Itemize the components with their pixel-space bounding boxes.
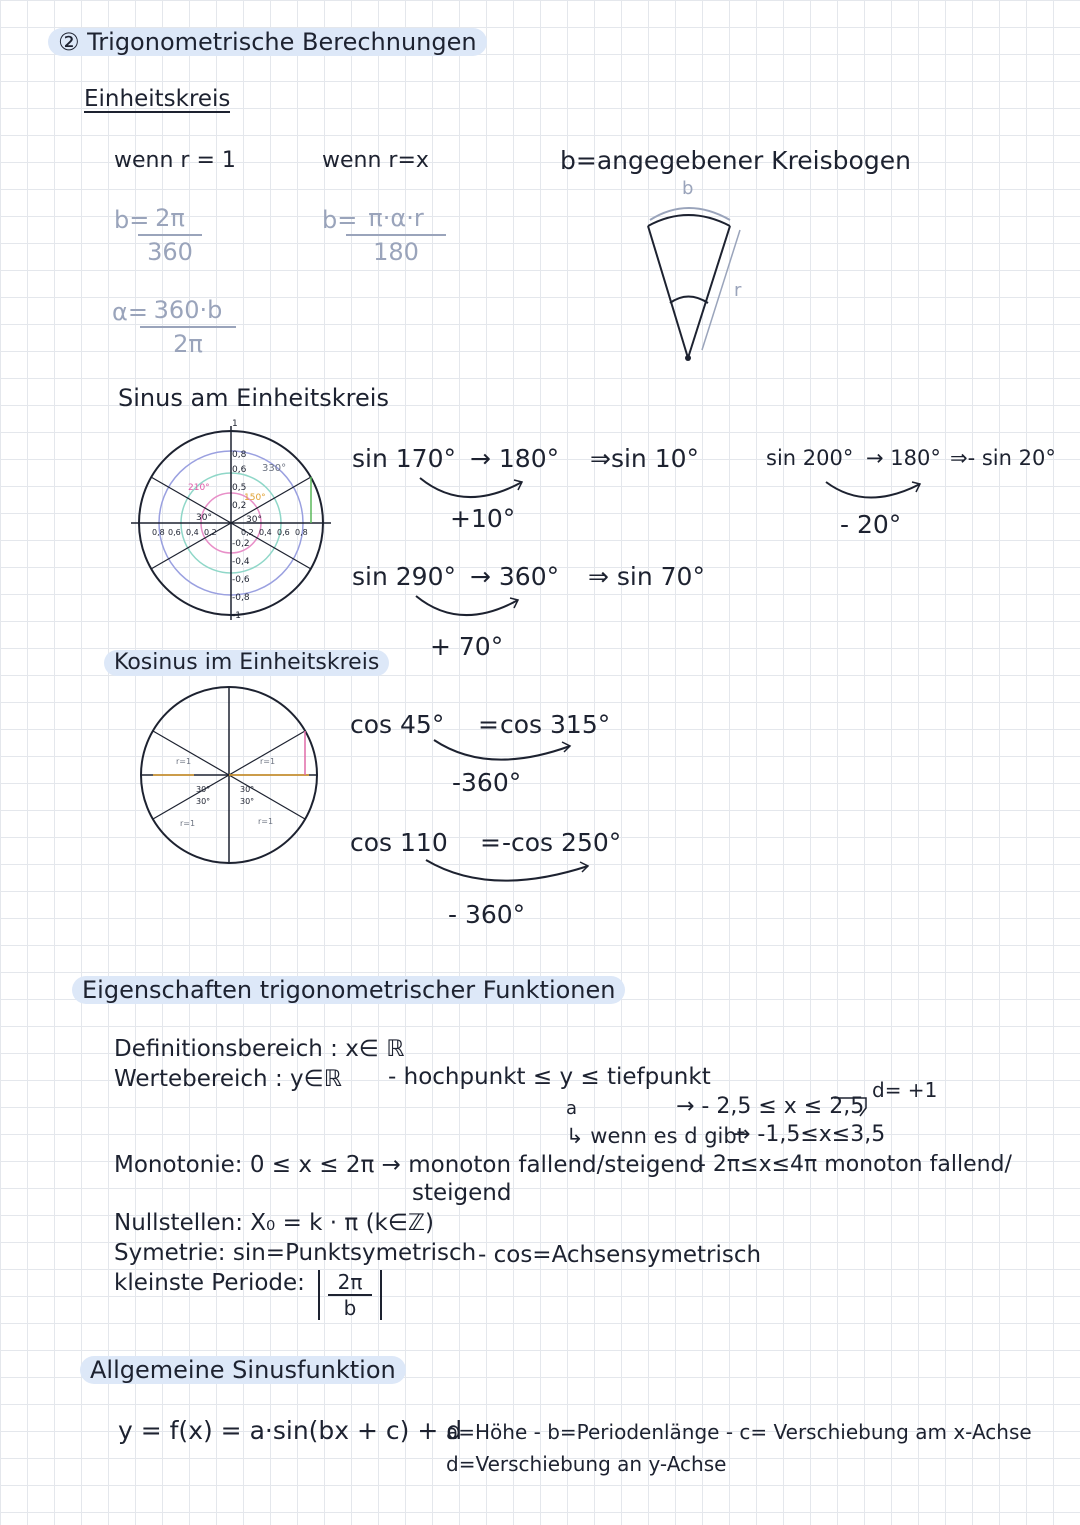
alpha-fraction-den: 2π (173, 330, 203, 358)
cos-ex2-eq: = (480, 828, 501, 857)
einheitskreis-heading: Einheitskreis (84, 86, 231, 112)
cos-ex1-eq: = (478, 710, 499, 739)
cos-ex2-right: -cos 250° (502, 828, 622, 857)
sinus-circle-angle-150: 150° (244, 493, 266, 503)
symmetrie-cos: - cos=Achsensymetrisch (478, 1242, 762, 1268)
b-fraction-rx-den: 180 (373, 238, 419, 266)
alpha-eq-prefix: α= (112, 298, 148, 326)
section-title: ② Trigonometrische Berechnungen (48, 28, 487, 56)
arc-b-label: b (682, 178, 694, 199)
kos-circle-label-3: 30° (196, 797, 211, 806)
sinus-circle-x-label-7: 0,6 (277, 528, 290, 537)
wertebereich-d-note: ↳ wenn es d gibt (566, 1124, 745, 1148)
wertebereich-a: a (566, 1098, 578, 1119)
wertebereich-d: d= +1 (872, 1078, 938, 1102)
kos-circle-label-6: r=1 (260, 757, 276, 766)
sinus-circle-x-label-5: 0,2 (241, 528, 254, 537)
b-fraction-rx-num: π·α·r (346, 204, 446, 236)
sin-ex1-left: sin 170° (352, 444, 456, 473)
sin-ex1-result: ⇒sin 10° (590, 444, 700, 473)
kosinus-unit-circle (134, 680, 324, 870)
monotonie-extra: - 2π≤x≤4π monoton fallend/ (698, 1152, 1012, 1177)
b-eq-prefix-r1: b= (114, 206, 150, 234)
sin-ex3-under: - 20° (840, 510, 902, 539)
sinus-circle-label-bot-02: -0,2 (232, 539, 250, 549)
sinus-circle-x-label-3: 0,4 (186, 528, 199, 537)
sinus-circle-angle-30a: 30° (196, 513, 212, 523)
sin-ex2-arrow: → 360° (470, 562, 560, 591)
allgemein-heading: Allgemeine Sinusfunktion (80, 1356, 406, 1384)
case-rx-label: wenn r=x (322, 148, 429, 173)
cos-ex1-under: -360° (452, 768, 522, 797)
sinus-circle-x-label-1: 0,8 (152, 528, 165, 537)
sinus-circle-label-top-02: 0,2 (232, 501, 247, 511)
arc-definition: b=angegebener Kreisbogen (560, 146, 911, 175)
periode-den: b (343, 1296, 357, 1320)
b-fraction-r1-num: 2π (138, 204, 202, 236)
wertebereich: Wertebereich : y∈ℝ (114, 1066, 342, 1092)
b-fraction-rx (346, 204, 446, 266)
allgemein-legend-2: d=Verschiebung an y-Achse (446, 1452, 727, 1476)
sinus-circle-label-bot-04: -0,4 (232, 557, 250, 567)
sinus-circle-x-label-4: 0,2 (204, 528, 217, 537)
cos-ex2-under: - 360° (448, 900, 526, 929)
arc-r-label: r (734, 280, 742, 301)
sinus-circle-angle-330: 330° (262, 463, 287, 474)
sinus-circle-x-label-2: 0,6 (168, 528, 181, 537)
sinus-circle-label-top-1: 1 (232, 419, 238, 429)
arc-sector-drawing (630, 178, 770, 368)
sinus-heading: Sinus am Einheitskreis (118, 384, 389, 412)
b-fraction-r1 (138, 204, 202, 266)
sinus-circle-label-top-08: 0,8 (232, 450, 247, 460)
kos-circle-label-5: 30° (240, 797, 255, 806)
cos-ex1-right: cos 315° (500, 710, 611, 739)
sinus-unit-circle (126, 418, 336, 628)
wertebereich-example-1: → - 2,5 ≤ x ≤ 2,5 (676, 1094, 865, 1119)
alpha-fraction (140, 296, 236, 358)
sin-ex1-arrow: → 180° (470, 444, 560, 473)
monotonie-cont: steigend (412, 1180, 512, 1206)
sin-ex3-left: sin 200° (766, 446, 854, 470)
sinus-circle-angle-30b: 30° (246, 515, 262, 525)
kos-circle-label-1: r=1 (176, 757, 192, 766)
b-fraction-r1-den: 360 (147, 238, 193, 266)
kos-circle-label-7: r=1 (180, 819, 196, 828)
case-r1-label: wenn r = 1 (114, 148, 236, 173)
allgemein-legend-1: a=Höhe - b=Periodenlänge - c= Verschiebung am x-Achse (446, 1420, 1032, 1444)
sinus-circle-label-bot-1: -1 (232, 611, 241, 621)
sinus-circle-label-bot-08: -0,8 (232, 593, 250, 603)
wertebereich-extra: - hochpunkt ≤ y ≤ tiefpunkt (388, 1064, 711, 1090)
periode-label: kleinste Periode: (114, 1270, 305, 1296)
periode-fraction (318, 1270, 382, 1320)
nullstellen: Nullstellen: X₀ = k · π (k∈ℤ) (114, 1210, 434, 1236)
monotonie: Monotonie: 0 ≤ x ≤ 2π → monoton fallend/steigend (114, 1152, 704, 1178)
cos-ex2-left: cos 110 (350, 828, 448, 857)
definitionsbereich: Definitionsbereich : x∈ ℝ (114, 1036, 405, 1062)
sin-ex2-under: + 70° (430, 632, 504, 661)
eigenschaften-heading: Eigenschaften trigonometrischer Funktionen (72, 976, 625, 1004)
wertebereich-example-2: → -1,5≤x≤3,5 (732, 1122, 886, 1147)
sin-ex3-curve (820, 478, 930, 514)
sinus-circle-label-top-06: 0,6 (232, 465, 247, 475)
symmetrie: Symetrie: sin=Punktsymetrisch (114, 1240, 477, 1266)
kos-circle-label-8: r=1 (258, 817, 274, 826)
kos-circle-label-2: 30° (196, 785, 211, 794)
allgemein-formula: y = f(x) = a·sin(bx + c) + d (118, 1416, 463, 1445)
periode-num: 2π (328, 1270, 372, 1296)
sin-ex3-arrow: → 180° (866, 446, 941, 470)
cos-ex1-left: cos 45° (350, 710, 445, 739)
sinus-circle-angle-210: 210° (188, 483, 210, 493)
sinus-circle-label-top-05: 0,5 (232, 483, 247, 493)
kos-circle-label-4: 30° (240, 785, 255, 794)
cos-ex2-curve (420, 856, 600, 896)
sin-ex2-result: ⇒ sin 70° (588, 562, 705, 591)
sin-ex1-under: +10° (450, 504, 516, 533)
sinus-circle-label-bot-06: -0,6 (232, 575, 250, 585)
kosinus-heading: Kosinus im Einheitskreis (104, 650, 389, 676)
b-eq-prefix-rx: b= (322, 206, 358, 234)
alpha-fraction-num: 360·b (140, 296, 236, 328)
sin-ex2-curve (410, 592, 530, 632)
sin-ex3-result: ⇒- sin 20° (950, 446, 1056, 470)
sinus-circle-x-label-6: 0,4 (259, 528, 272, 537)
sinus-circle-x-label-8: 0,8 (295, 528, 308, 537)
sin-ex2-left: sin 290° (352, 562, 456, 591)
